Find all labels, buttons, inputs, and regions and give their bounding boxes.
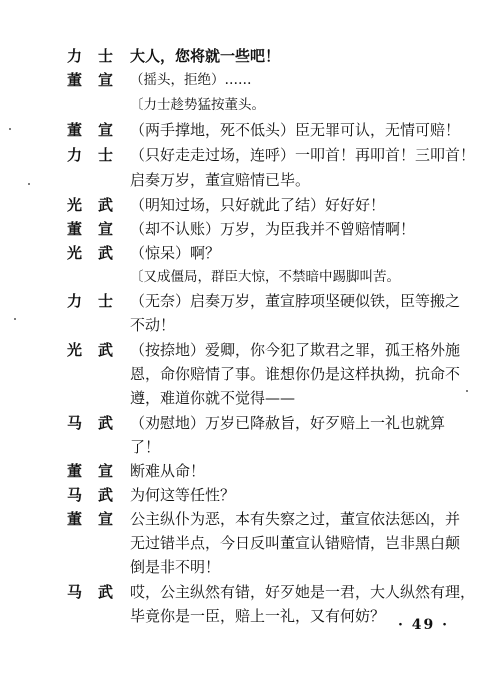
line-text: （两手撑地，死不低头）臣无罪可认，无情可赔！	[130, 121, 461, 139]
dialogue-line	[0, 531, 483, 555]
dialogue-line	[0, 193, 483, 217]
line-text: 大人，您将就一些吧！	[130, 47, 281, 65]
dialogue-line	[0, 44, 483, 68]
line-text: （惊呆）啊？	[130, 244, 221, 262]
speaker-name: 马武	[67, 486, 130, 504]
speaker-name: 董宣	[67, 121, 130, 139]
line-text: （无奈）启奏万岁，董宣脖项坚硬似铁，臣等搬之	[130, 292, 461, 310]
speaker-name: 马武	[67, 414, 130, 432]
speaker-name: 力士	[67, 146, 130, 164]
dialogue-line	[0, 507, 483, 531]
line-text: 遵，难道你就不觉得——	[130, 389, 296, 407]
dialogue-line	[0, 362, 483, 386]
line-text: （却不认账）万岁，为臣我并不曾赔情啊！	[130, 220, 416, 238]
scan-speck	[466, 390, 468, 392]
line-text: 启奏万岁，董宣赔情已毕。	[130, 171, 311, 189]
speaker-name: 光武	[67, 341, 130, 359]
line-text: （只好走走过场，连呼）一叩首！再叩首！三叩首！	[130, 146, 476, 164]
dialogue-line	[0, 555, 483, 579]
speaker-name: 董宣	[67, 220, 130, 238]
dialogue-line	[0, 386, 483, 410]
line-text: 〔又成僵局，群臣大惊，不禁暗中踢脚叫苦。	[130, 269, 400, 285]
line-text: 无过错半点，今日反叫董宣认错赔情，岂非黑白颠	[130, 534, 461, 552]
line-text: 不动！	[130, 316, 176, 334]
line-text: （明知过场，只好就此了结）好好好！	[130, 196, 386, 214]
speaker-name: 力士	[67, 292, 130, 310]
stage-direction-line	[0, 93, 483, 117]
dialogue-line	[0, 168, 483, 192]
dialogue-line	[0, 459, 483, 483]
scan-speck	[28, 183, 30, 185]
speaker-name: 力士	[67, 47, 130, 65]
dialogue-line	[0, 118, 483, 142]
dialogue-line	[0, 241, 483, 265]
line-text: 断难从命！	[130, 462, 206, 480]
line-text: 毕竟你是一臣，赔上一礼，又有何妨？	[130, 607, 386, 625]
line-text: 倒是非不明！	[130, 558, 221, 576]
speaker-name: 马武	[67, 583, 130, 601]
line-text: （按捺地）爱卿，你今犯了欺君之罪，孤王格外施	[130, 341, 461, 359]
speaker-name: 光武	[67, 244, 130, 262]
dialogue-line	[0, 338, 483, 362]
dialogue-line	[0, 411, 483, 435]
line-text: 哎，公主纵然有错，好歹她是一君，大人纵然有理，	[130, 583, 476, 601]
dialogue-line	[0, 580, 483, 604]
line-text: 〔力士趁势猛按董头。	[130, 97, 265, 113]
stage-direction-line	[0, 265, 483, 289]
dialogue-line	[0, 289, 483, 313]
scan-speck	[14, 318, 16, 320]
dialogue-line	[0, 435, 483, 459]
line-text: 公主纵仆为恶，本有失察之过，董宣依法惩凶，并	[130, 510, 461, 528]
dialogue-line	[0, 217, 483, 241]
dialogue-line	[0, 143, 483, 167]
speaker-name: 董宣	[67, 462, 130, 480]
line-text: 恩，命你赔情了事。谁想你仍是这样执拗，抗命不	[130, 365, 461, 383]
page-number: · 49 ·	[398, 617, 449, 633]
dialogue-line	[0, 483, 483, 507]
line-text: 了！	[130, 438, 161, 456]
speaker-name: 光武	[67, 196, 130, 214]
speaker-name: 董宣	[67, 510, 130, 528]
dialogue-line	[0, 68, 483, 92]
line-text: 为何这等任性？	[130, 486, 236, 504]
line-text: （劝慰地）万岁已降赦旨，好歹赔上一礼也就算	[130, 414, 446, 432]
line-text: （摇头，拒绝）……	[130, 72, 252, 88]
dialogue-line	[0, 313, 483, 337]
speaker-name: 董宣	[67, 71, 130, 89]
scan-speck	[9, 128, 11, 130]
